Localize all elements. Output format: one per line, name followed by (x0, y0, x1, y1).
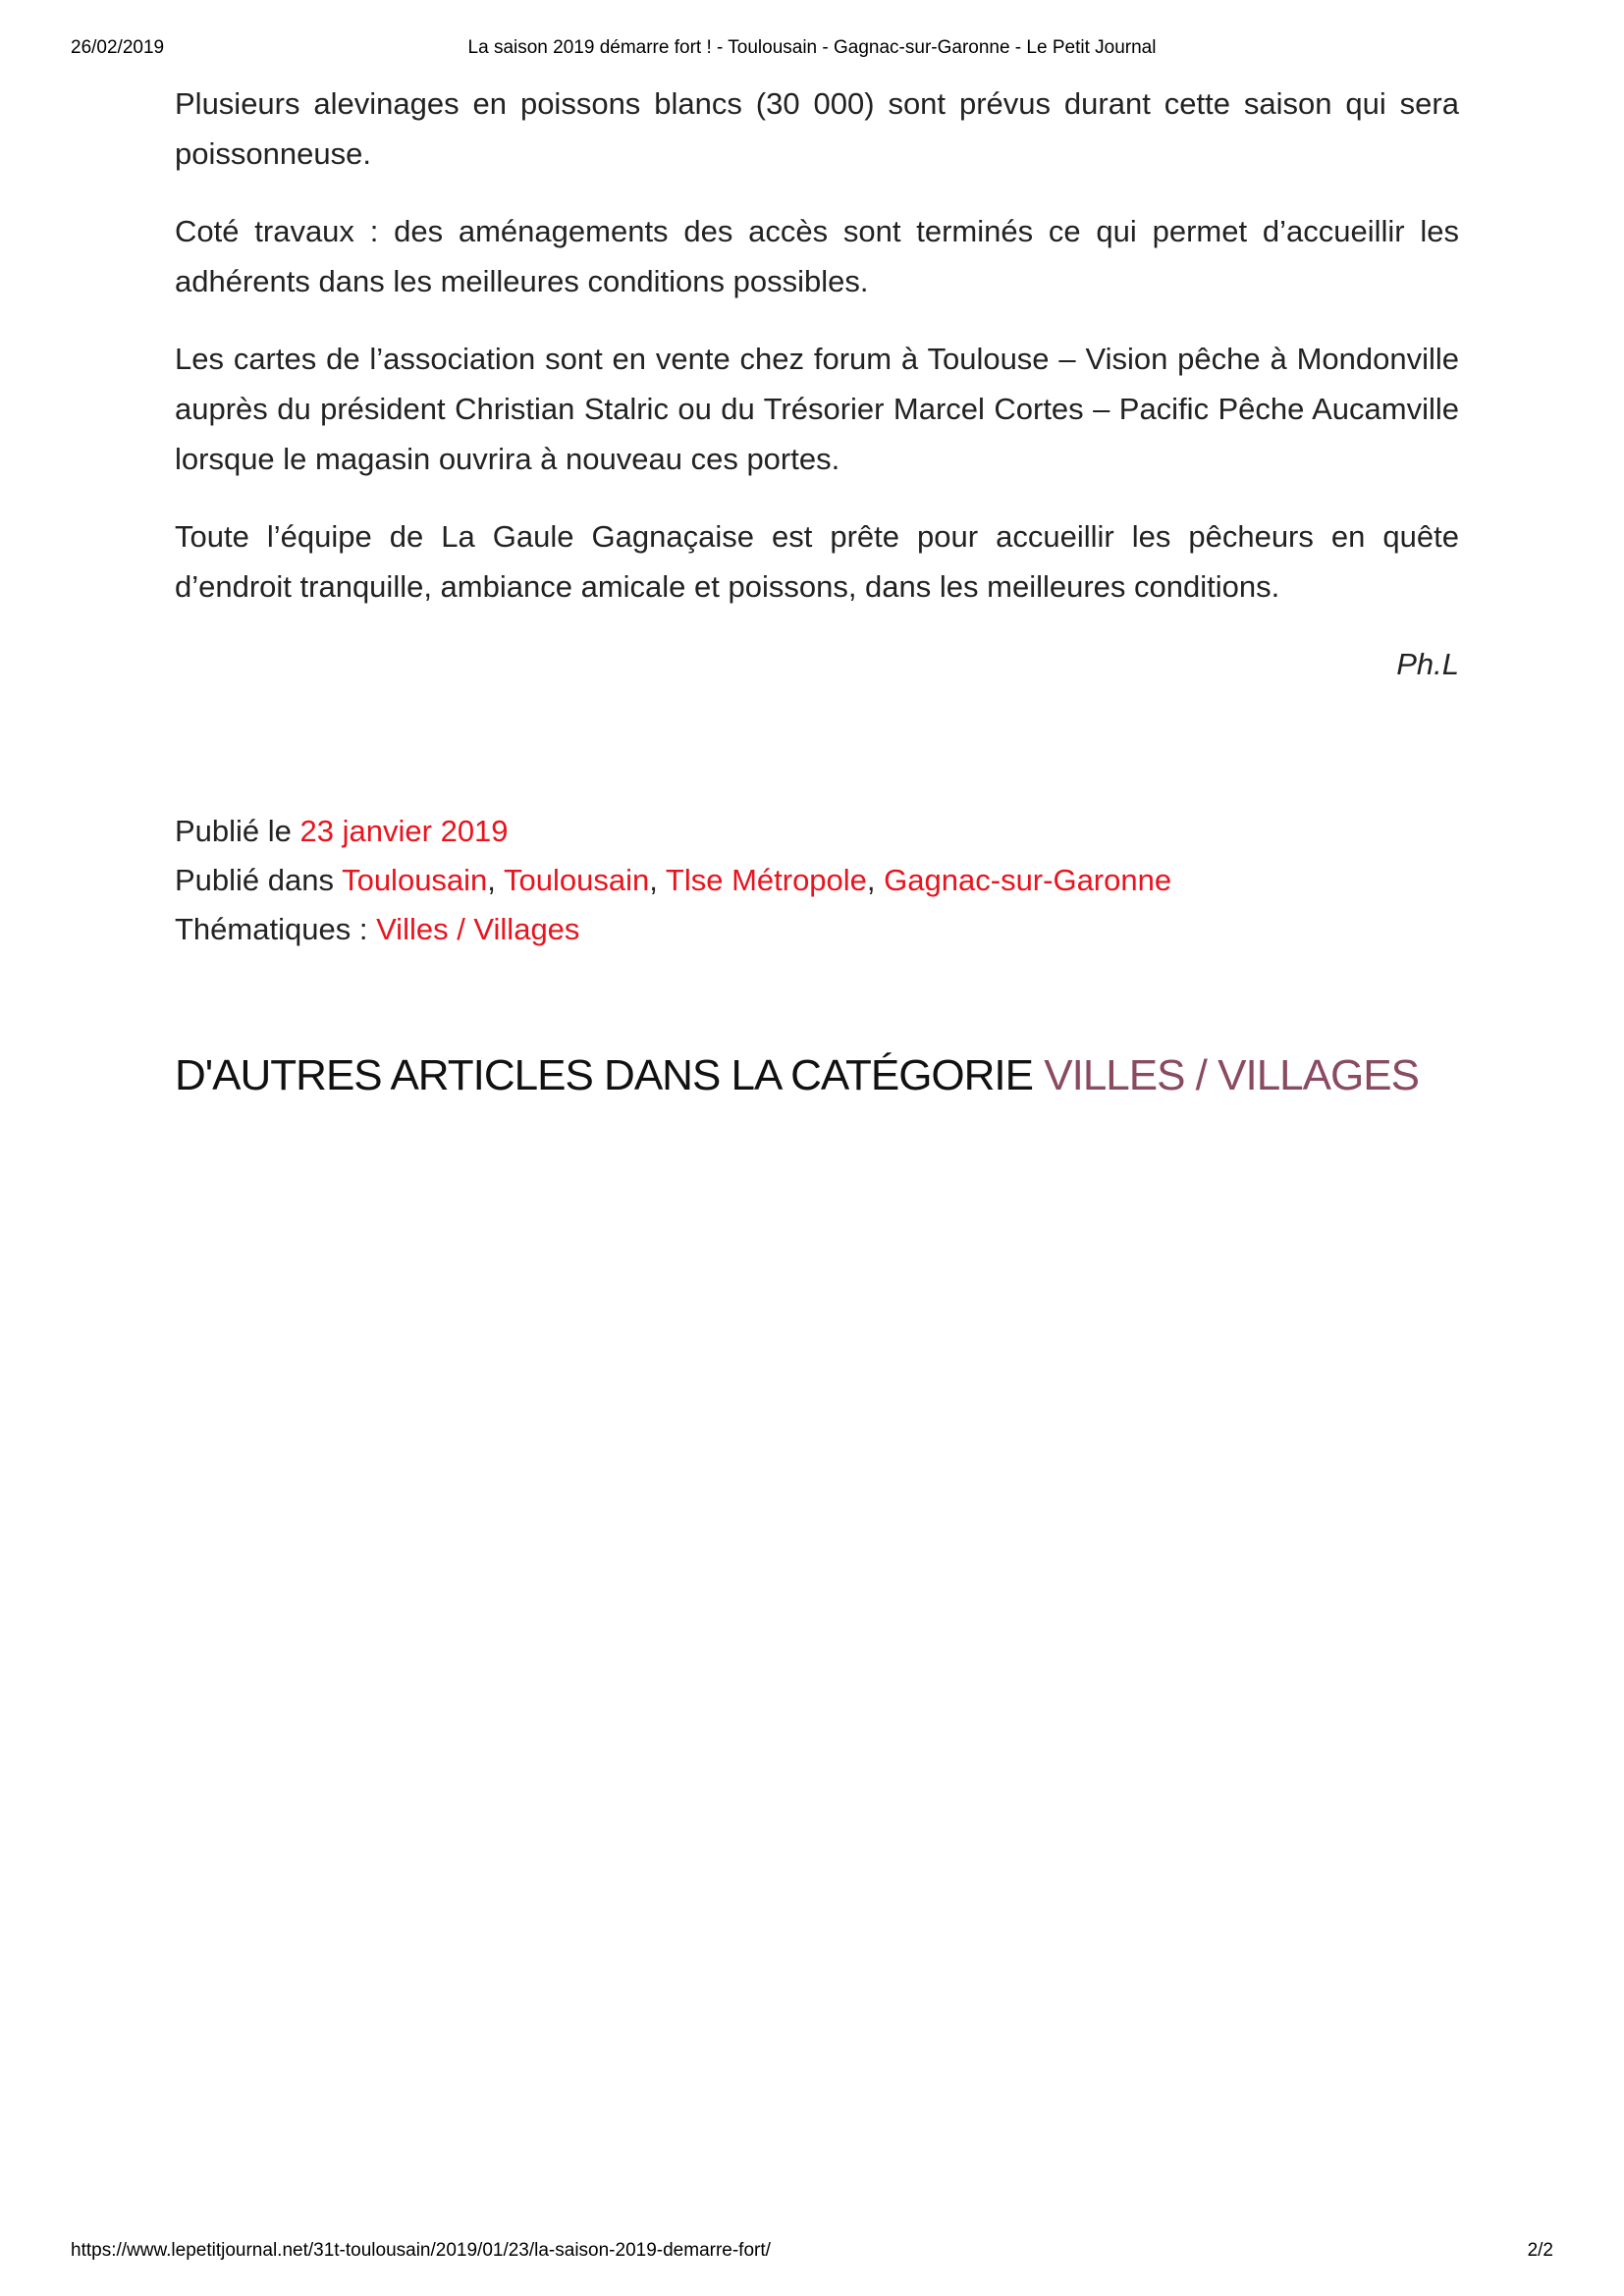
print-footer (71, 2240, 1553, 2266)
themes-label: Thématiques : (175, 912, 368, 946)
section-link-toulousain-2[interactable]: Toulousain (503, 863, 650, 897)
separator: , (649, 863, 658, 897)
section-link-gagnac[interactable]: Gagnac-sur-Garonne (884, 863, 1172, 897)
print-header (71, 37, 1553, 63)
related-category-link[interactable]: VILLES / VILLAGES (1044, 1051, 1419, 1099)
themes-row (175, 905, 1459, 954)
print-date: 26/02/2019 (71, 37, 165, 58)
theme-link[interactable]: Villes / Villages (376, 912, 580, 946)
article-paragraph: Toute l’équipe de La Gaule Gagnaçaise est prête pour accueillir les pêcheurs en quête d’endroit tranquille, ambiance amicale et poissons, dans les meilleures conditions. (175, 519, 1459, 604)
separator: , (487, 863, 496, 897)
article-body (175, 79, 1459, 689)
related-articles-heading (175, 1046, 1459, 1105)
print-page-title: La saison 2019 démarre fort ! - Toulousain - Gagnac-sur-Garonne - Le Petit Journal (467, 37, 1157, 58)
section-link-toulousain[interactable]: Toulousain (342, 863, 488, 897)
separator: , (866, 863, 876, 897)
published-label: Publié le (175, 814, 292, 848)
author-signature: Ph.L (1396, 647, 1459, 681)
print-page-number: 2/2 (1527, 2240, 1553, 2261)
article-meta (175, 807, 1459, 954)
section-link-tlse-metropole[interactable]: Tlse Métropole (665, 863, 867, 897)
published-date-link[interactable]: 23 janvier 2019 (299, 814, 509, 848)
published-in-row (175, 856, 1459, 905)
published-date-row (175, 807, 1459, 856)
print-url: https://www.lepetitjournal.net/31t-toulousain/2019/01/23/la-saison-2019-demarre-fort/ (71, 2240, 771, 2261)
published-in-label: Publié dans (175, 863, 335, 897)
article-paragraph: Les cartes de l’association sont en vente chez forum à Toulouse – Vision pêche à Mondonville auprès du président Christian Stalric ou du Trésorier Marcel Cortes – Pacific Pêche Aucamville lorsque le magasin ouvrira à nouveau ces portes. (175, 342, 1459, 476)
article-paragraph: Plusieurs alevinages en poissons blancs (30 000) sont prévus durant cette saison qui sera poissonneuse. (175, 86, 1459, 171)
related-heading-prefix: D'AUTRES ARTICLES DANS LA CATÉGORIE (175, 1051, 1034, 1099)
article-paragraph: Coté travaux : des aménagements des accès sont terminés ce qui permet d’accueillir les adhérents dans les meilleures conditions possibles. (175, 214, 1459, 298)
